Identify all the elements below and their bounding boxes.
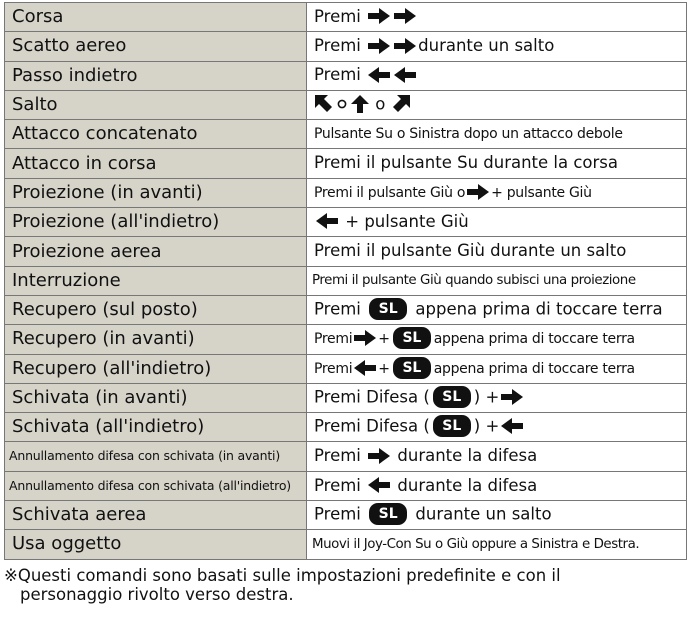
action-cell: Scatto aereo [5,32,307,61]
sl-button-icon: SL [369,298,407,320]
plus-text: + [378,360,390,377]
description-cell [307,383,687,412]
arrow-left-icon [354,360,376,376]
arrow-left-icon [501,418,523,434]
action-cell: Schivata (all'indietro) [5,413,307,442]
sl-button-icon: SL [433,415,471,437]
description-cell [307,354,687,383]
action-cell: Interruzione [5,266,307,295]
description-cell [307,3,687,32]
description-cell: Premi il pulsante Giù quando subisci una proiezione [307,266,687,295]
description-text: Premi [314,475,361,495]
description-text: durante la difesa [397,475,538,495]
plus-text: + [378,331,390,348]
action-cell: Recupero (sul posto) [5,295,307,324]
description-text: Premi Difesa ( [314,416,430,436]
table-row [5,530,687,559]
description-cell: Muovi il Joy-Con Su o Giù oppure a Sinistra e Destra. [307,530,687,559]
table-row [5,354,687,383]
circle-icon [337,99,347,109]
description-text: ) + [473,416,500,436]
description-text: appena prima di toccare terra [433,360,635,377]
sl-button-icon: SL [369,503,407,525]
description-cell [307,413,687,442]
table-row [5,266,687,295]
table-row [5,501,687,530]
footnote-line: ※Questi comandi sono basati sulle impostazioni predefinite e con il [4,566,561,585]
table-row [5,413,687,442]
footnote [4,566,684,604]
arrow-left-icon [316,213,338,229]
arrow-up-icon [351,95,369,113]
description-cell: Premi il pulsante Su durante la corsa [307,149,687,178]
description-cell [307,208,687,237]
arrow-up-left-icon [315,95,333,113]
table-row [5,237,687,266]
arrow-right-icon [394,8,416,24]
description-text: Premi [314,299,361,319]
arrow-right-icon [394,38,416,54]
table-row [5,295,687,324]
action-cell: Salto [5,90,307,119]
table-row [5,120,687,149]
description-text: Premi [314,65,361,85]
table-row [5,61,687,90]
arrow-right-icon [354,330,376,346]
description-cell: Pulsante Su o Sinistra dopo un attacco debole [307,120,687,149]
separator-text: o [375,94,386,114]
description-text: Premi [314,446,361,466]
description-text: Premi [314,504,361,524]
action-cell: Annullamento difesa con schivata (all'indietro) [5,471,307,500]
description-text: appena prima di toccare terra [433,331,635,348]
action-cell: Recupero (in avanti) [5,325,307,354]
arrow-right-icon [368,448,390,464]
description-cell [307,178,687,207]
table-row [5,208,687,237]
description-text: durante la difesa [397,446,538,466]
description-text: Premi [314,36,361,56]
arrow-right-icon [368,8,390,24]
arrow-right-icon [368,38,390,54]
action-cell: Passo indietro [5,61,307,90]
table-row [5,90,687,119]
sl-button-icon: SL [393,327,431,349]
arrow-right-icon [501,389,523,405]
description-text: appena prima di toccare terra [415,299,663,319]
table-row [5,3,687,32]
footnote-line: personaggio rivolto verso destra. [20,585,294,604]
action-cell: Attacco concatenato [5,120,307,149]
arrow-left-icon [368,67,390,83]
table-row [5,32,687,61]
action-cell: Usa oggetto [5,530,307,559]
description-cell [307,90,687,119]
description-text: Premi [314,360,353,377]
table-row [5,178,687,207]
description-text: + pulsante Giù [491,184,592,201]
description-cell [307,501,687,530]
sl-button-icon: SL [393,357,431,379]
action-cell: Annullamento difesa con schivata (in avanti) [5,442,307,471]
description-cell [307,32,687,61]
action-cell: Schivata (in avanti) [5,383,307,412]
description-cell: Premi il pulsante Giù durante un salto [307,237,687,266]
arrow-left-icon [368,477,390,493]
action-cell: Corsa [5,3,307,32]
description-text: durante un salto [418,36,555,56]
description-text: Premi [314,331,353,348]
arrow-left-icon [394,67,416,83]
table-row [5,471,687,500]
action-cell: Proiezione (in avanti) [5,178,307,207]
description-cell [307,295,687,324]
controls-table [4,2,687,560]
description-cell [307,442,687,471]
description-cell [307,325,687,354]
description-text: + pulsante Giù [345,211,469,231]
description-text: Premi [314,6,361,26]
action-cell: Proiezione aerea [5,237,307,266]
description-text: ) + [473,387,500,407]
table-row [5,442,687,471]
table-row [5,325,687,354]
description-text: Premi il pulsante Giù o [314,184,466,201]
table-row [5,149,687,178]
arrow-right-icon [467,184,489,200]
action-cell: Proiezione (all'indietro) [5,208,307,237]
action-cell: Recupero (all'indietro) [5,354,307,383]
table-row [5,383,687,412]
sl-button-icon: SL [433,386,471,408]
description-cell [307,61,687,90]
action-cell: Attacco in corsa [5,149,307,178]
arrow-up-right-icon [392,95,410,113]
action-cell: Schivata aerea [5,501,307,530]
description-text: durante un salto [415,504,552,524]
description-cell [307,471,687,500]
description-text: Premi Difesa ( [314,387,430,407]
